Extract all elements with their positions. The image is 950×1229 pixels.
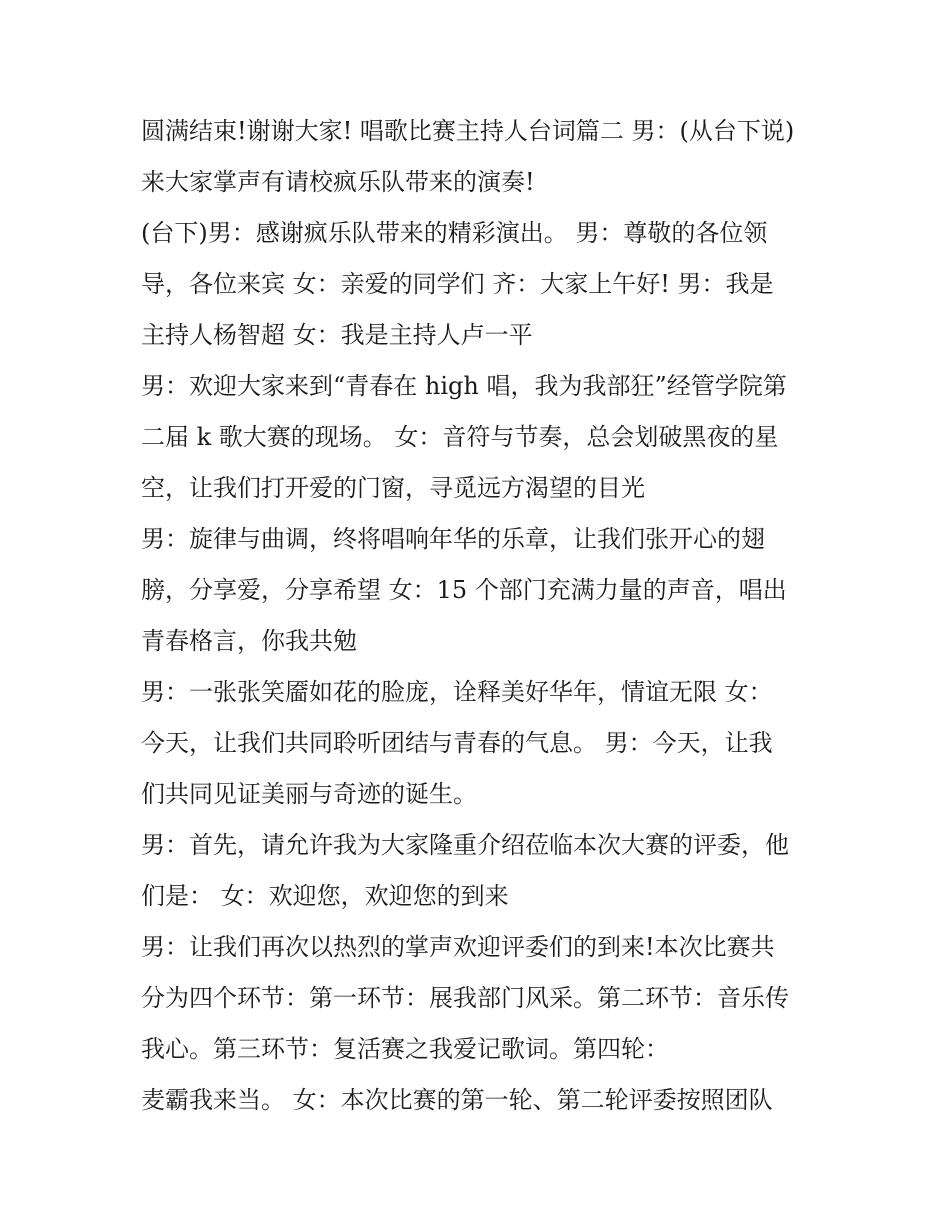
text-line: 膀，分享爱，分享希望 女：15 个部门充满力量的声音，唱出 xyxy=(141,576,787,604)
text-line: 主持人杨智超 女：我是主持人卢一平 xyxy=(141,321,533,349)
text-line: 分为四个环节：第一环节：展我部门风采。第二环节：音乐传 xyxy=(141,984,789,1012)
text-line: 男：一张张笑靥如花的脸庞，诠释美好华年，情谊无限 女： xyxy=(141,678,773,706)
text-line: 圆满结束!谢谢大家! 唱歌比赛主持人台词篇二 男：(从台下说) xyxy=(141,117,795,145)
text-line: 我心。第三环节：复活赛之我爱记歌词。第四轮： xyxy=(141,1035,669,1063)
text-line: 男：欢迎大家来到“青春在 high 唱，我为我部狂”经管学院第 xyxy=(141,372,787,400)
document-body xyxy=(141,106,821,1126)
text-line: 们共同见证美丽与奇迹的诞生。 xyxy=(141,780,477,808)
text-line: (台下)男：感谢疯乐队带来的精彩演出。 男：尊敬的各位领 xyxy=(141,219,768,247)
text-line: 导，各位来宾 女：亲爱的同学们 齐：大家上午好! 男：我是 xyxy=(141,270,774,298)
text-line: 男：首先，请允许我为大家隆重介绍莅临本次大赛的评委，他 xyxy=(141,831,789,859)
text-line: 空，让我们打开爱的门窗，寻觅远方渴望的目光 xyxy=(141,474,645,502)
text-line: 二届 k 歌大赛的现场。 女：音符与节奏，总会划破黑夜的星 xyxy=(141,423,779,451)
text-line: 男：旋律与曲调，终将唱响年华的乐章，让我们张开心的翅 xyxy=(141,525,765,553)
text-line: 男：让我们再次以热烈的掌声欢迎评委们的到来!本次比赛共 xyxy=(141,933,775,961)
text-line: 们是： 女：欢迎您，欢迎您的到来 xyxy=(141,882,509,910)
text-line: 今天，让我们共同聆听团结与青春的气息。 男：今天，让我 xyxy=(141,729,773,757)
text-line: 来大家掌声有请校疯乐队带来的演奏! xyxy=(141,168,535,196)
text-line: 青春格言，你我共勉 xyxy=(141,627,357,655)
text-line: 麦霸我来当。 女：本次比赛的第一轮、第二轮评委按照团队 xyxy=(141,1086,773,1114)
